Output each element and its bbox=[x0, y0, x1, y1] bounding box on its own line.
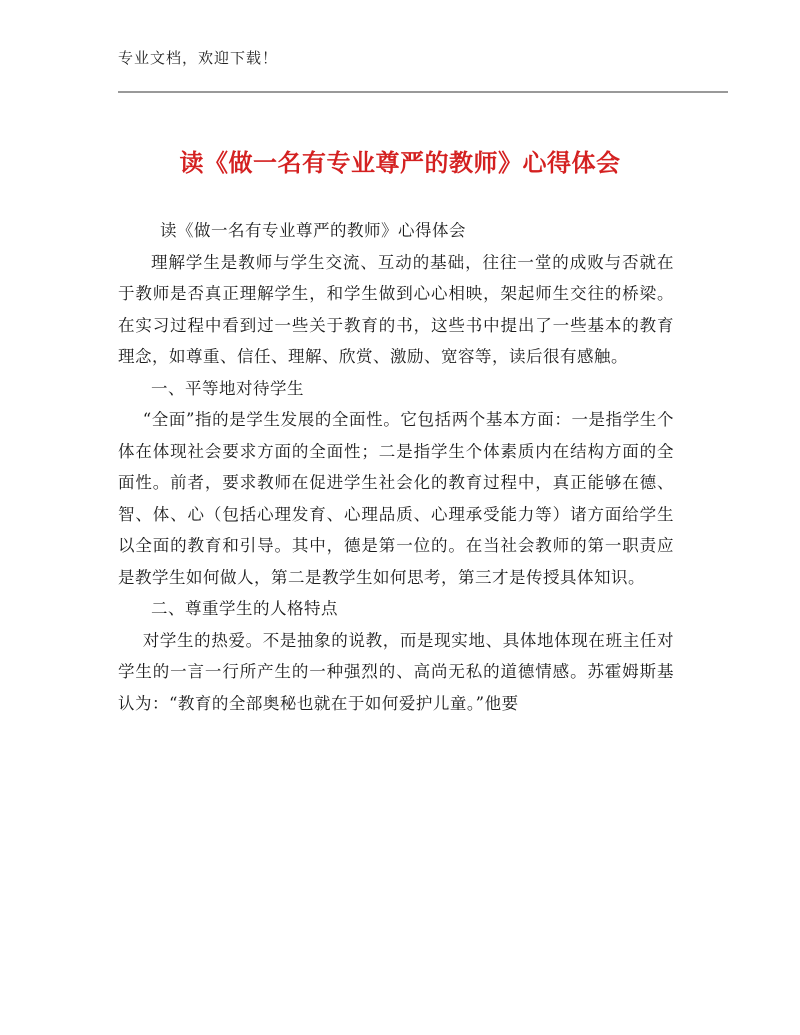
header-divider bbox=[118, 91, 728, 93]
document-title: 读《做一名有专业尊严的教师》心得体会 bbox=[179, 149, 621, 177]
section-heading-2: 二、尊重学生的人格特点 bbox=[151, 599, 338, 618]
header-note: 专业文档，欢迎下载！ bbox=[118, 49, 279, 67]
document-body bbox=[118, 215, 674, 719]
section-heading-1: 一、平等地对待学生 bbox=[151, 378, 304, 398]
document-subtitle: 读《做一名有专业尊严的教师》心得体会 bbox=[160, 221, 466, 240]
paragraph-intro: 理解学生是教师与学生交流、互动的基础，往往一堂的成败与否就在于教师是否真正理解学生，和学生做到心心相映，架起师生交往的桥梁。在实习过程中看到过一些关于教育的书，这些书中提出了一些基本的教育理念，如尊重、信任、理解、欣赏、激励、宽容等，读后很有感触。 bbox=[118, 252, 674, 366]
paragraph-section-1: “全面”指的是学生发展的全面性。它包括两个基本方面：一是指学生个体在体现社会要求方面的全面性；二是指学生个体素质内在结构方面的全面性。前者，要求教师在促进学生社会化的教育过程中，真正能够在德、智、体、心（包括心理发育、心理品质、心理承受能力等）诸方面给学生以全面的教育和引导。其中，德是第一位的。在当社会教师的第一职责应是教学生如何做人，第二是教学生如何思考，第三才是传授具体知识。 bbox=[118, 410, 674, 587]
paragraph-section-2: 对学生的热爱。不是抽象的说教，而是现实地、具体地体现在班主任对学生的一言一行所产生的一种强烈的、高尚无私的道德情感。苏霍姆斯基认为：“教育的全部奥秘也就在于如何爱护儿童。”他要 bbox=[118, 630, 674, 713]
